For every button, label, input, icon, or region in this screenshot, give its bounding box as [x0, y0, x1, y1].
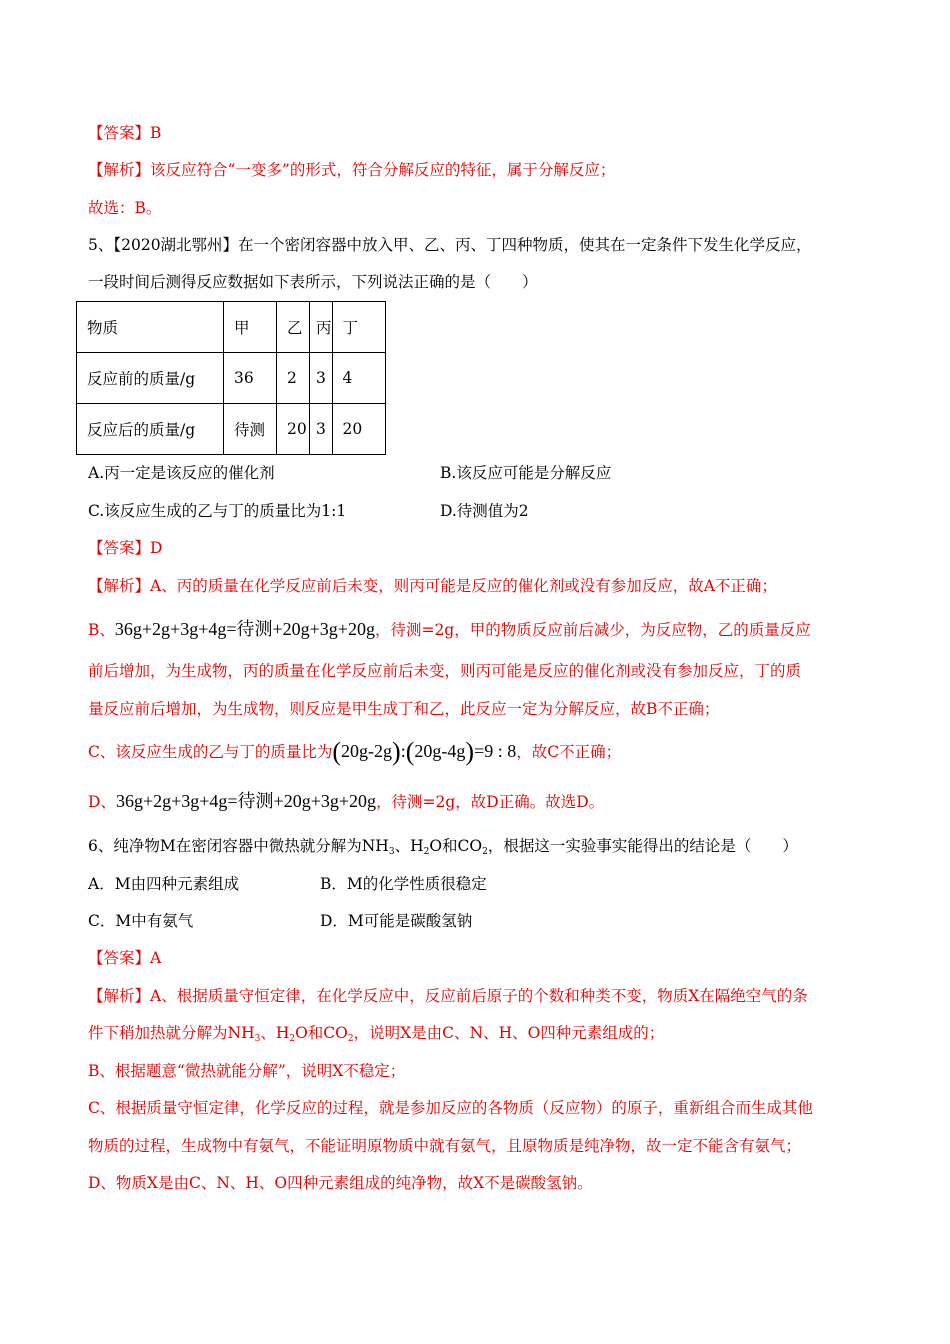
table-cell: 待测	[224, 404, 277, 455]
table-cell: 36	[224, 353, 277, 404]
table-cell: 3	[310, 353, 333, 404]
label: D、	[88, 793, 116, 811]
q6-option-a: A．M由四种元素组成	[88, 875, 240, 893]
q5-option-a: A.丙一定是该反应的催化剂	[88, 464, 275, 482]
eq-part: 20g-4g	[414, 741, 466, 761]
q6-option-c: C．M中有氨气	[88, 912, 194, 930]
text: O和CO	[295, 1024, 348, 1042]
table-cell: 乙	[277, 302, 310, 353]
text: ，待测=2g，甲的物质反应前后减少，为反应物，乙的质量反应	[374, 621, 811, 639]
table-cell: 20	[277, 404, 310, 455]
equation: 36g+2g+3g+4g=待测+20g+3g+20g	[115, 791, 376, 811]
text: ，根据这一实验事实能得出的结论是（ ）	[487, 837, 798, 855]
q5-stem-line2: 一段时间后测得反应数据如下表所示，下列说法正确的是（ ）	[88, 273, 538, 291]
text: 6、纯净物M在密闭容器中微热就分解为NH	[88, 837, 389, 855]
subscript: 3	[254, 1034, 261, 1044]
table-row	[77, 353, 386, 404]
text: ，待测=2g，故D正确。故选D。	[376, 793, 605, 811]
equation: 36g+2g+3g+4g=待测+20g+3g+20g	[114, 619, 375, 639]
table-cell: 丙	[310, 302, 333, 353]
q6-answer: 【答案】A	[88, 949, 162, 967]
q5-data-table	[76, 301, 386, 455]
label: C、该反应生成的乙与丁的质量比为	[88, 743, 333, 761]
q5-analysis-b	[88, 618, 811, 641]
table-cell: 20	[332, 404, 385, 455]
subscript: 2	[482, 847, 488, 857]
q5-stem-line1: 5、【2020湖北鄂州】在一个密闭容器中放入甲、乙、丙、丁四种物质，使其在一定条件下发生化学反应，	[88, 236, 812, 254]
q4-answer: 【答案】B	[88, 124, 162, 142]
text: ，故C不正确；	[516, 743, 622, 761]
q5-analysis-d	[88, 790, 604, 813]
table-cell: 4	[332, 353, 385, 404]
q6-analysis-d: D、物质X是由C、N、H、O四种元素组成的纯净物，故X不是碳酸氢钠。	[88, 1174, 593, 1192]
text: 、H	[260, 1024, 290, 1042]
table-cell: 2	[277, 353, 310, 404]
subscript: 2	[423, 847, 430, 857]
q5-option-c: C.该反应生成的乙与丁的质量比为1:1	[88, 502, 347, 520]
q6-analysis-a: 【解析】A、根据质量守恒定律，在化学反应中，反应前后原子的个数和种类不变，物质X在隔绝空气的条	[88, 987, 808, 1005]
subscript: 3	[388, 847, 395, 857]
q6-option-d: D．M可能是碳酸氢钠	[320, 912, 473, 930]
text: 件下稍加热就分解为NH	[88, 1024, 255, 1042]
q5-analysis-c	[88, 737, 622, 766]
ratio-equation: (20g-2g):(20g-4g)=9 : 8	[332, 737, 517, 766]
q5-analysis-b-line3: 量反应前后增加，为生成物，则反应是甲生成丁和乙，此反应一定为分解反应，故B不正确；	[88, 700, 720, 718]
subscript: 2	[347, 1034, 354, 1044]
q6-analysis-c: C、根据质量守恒定律，化学反应的过程，就是参加反应的各物质（反应物）的原子，重新组合而生成其他	[88, 1099, 813, 1117]
q6-analysis-b: B、根据题意“微热就能分解”，说明X不稳定；	[88, 1062, 406, 1080]
table-cell: 3	[310, 404, 333, 455]
eq-part: =9 : 8	[474, 741, 517, 761]
table-header-row	[77, 302, 386, 353]
eq-part: 20g-2g	[341, 741, 393, 761]
table-cell: 物质	[77, 302, 224, 353]
q6-stem	[88, 835, 798, 863]
q6-analysis-a-line2	[88, 1022, 664, 1050]
table-cell: 反应前的质量/g	[77, 353, 224, 404]
text: ，说明X是由C、N、H、O四种元素组成的；	[353, 1024, 665, 1042]
q5-option-b: B.该反应可能是分解反应	[440, 464, 612, 482]
q4-choice: 故选：B。	[88, 199, 162, 217]
table-cell: 反应后的质量/g	[77, 404, 224, 455]
eq-part: :	[400, 741, 406, 761]
q5-answer: 【答案】D	[88, 539, 163, 557]
q5-analysis-b-line2: 前后增加，为生成物，丙的质量在化学反应前后未变，则丙可能是反应的催化剂或没有参加反应，丁的质	[88, 662, 802, 680]
q4-analysis: 【解析】该反应符合“一变多”的形式，符合分解反应的特征，属于分解反应；	[88, 161, 616, 179]
q6-analysis-c-line2: 物质的过程，生成物中有氨气，不能证明原物质中就有氨气，且原物质是纯净物，故一定不能含有氨气；	[88, 1137, 802, 1155]
subscript: 2	[289, 1034, 296, 1044]
table-row	[77, 404, 386, 455]
q5-analysis-a: 【解析】A、丙的质量在化学反应前后未变，则丙可能是反应的催化剂或没有参加反应，故A不正确；	[88, 577, 777, 595]
q6-option-b: B．M的化学性质很稳定	[320, 875, 487, 893]
table-cell: 甲	[224, 302, 277, 353]
text: O和CO	[429, 837, 483, 855]
q5-option-d: D.待测值为2	[440, 502, 529, 520]
label: B、	[88, 621, 115, 639]
table-cell: 丁	[332, 302, 385, 353]
text: 、H	[394, 837, 424, 855]
